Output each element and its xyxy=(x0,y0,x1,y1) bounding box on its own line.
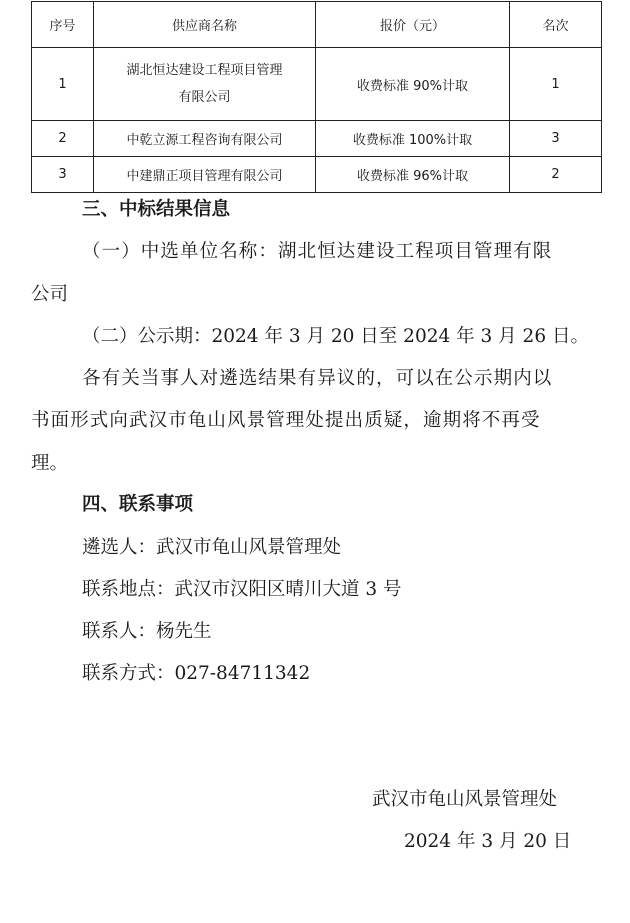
header-rank: 名次 xyxy=(510,2,602,48)
row-supplier: 中乾立源工程咨询有限公司 xyxy=(94,121,316,157)
contact-phone: 联系方式：027-84711342 xyxy=(82,663,311,684)
section4-heading: 四、联系事项 xyxy=(82,494,194,515)
row-rank: 3 xyxy=(510,121,602,157)
row-supplier xyxy=(94,48,316,121)
supplier-line1: 湖北恒达建设工程项目管理 xyxy=(126,63,283,78)
row-no: 1 xyxy=(32,48,94,121)
row-no: 3 xyxy=(32,157,94,193)
signature-date: 2024 年 3 月 20 日 xyxy=(404,831,572,852)
header-quote: 报价（元） xyxy=(316,2,510,48)
header-supplier: 供应商名称 xyxy=(94,2,316,48)
results-table xyxy=(31,1,602,193)
signature-org: 武汉市龟山风景管理处 xyxy=(372,789,558,810)
table-row xyxy=(32,121,602,157)
row-quote: 收费标准 96%计取 xyxy=(316,157,510,193)
contact-address: 联系地点：武汉市汉阳区晴川大道 3 号 xyxy=(82,579,402,600)
objection-line2: 书面形式向武汉市龟山风景管理处提出质疑，逾期将不再受 xyxy=(31,410,541,431)
row-quote: 收费标准 90%计取 xyxy=(316,48,510,121)
objection-line3: 理。 xyxy=(31,453,69,474)
header-no: 序号 xyxy=(32,2,94,48)
supplier-line2: 有限公司 xyxy=(178,90,231,105)
selected-unit-line2: 公司 xyxy=(31,284,69,305)
row-rank: 2 xyxy=(510,157,602,193)
table-row xyxy=(32,157,602,193)
row-no: 2 xyxy=(32,121,94,157)
contact-person: 联系人：杨先生 xyxy=(82,621,212,642)
selected-unit-line1: （一）中选单位名称：湖北恒达建设工程项目管理有限 xyxy=(82,241,553,262)
objection-line1: 各有关当事人对遴选结果有异议的，可以在公示期内以 xyxy=(82,368,553,389)
publicity-period: （二）公示期：2024 年 3 月 20 日至 2024 年 3 月 26 日。 xyxy=(82,326,589,347)
row-supplier: 中建鼎正项目管理有限公司 xyxy=(94,157,316,193)
row-quote: 收费标准 100%计取 xyxy=(316,121,510,157)
table-header-row xyxy=(32,2,602,48)
section3-heading: 三、中标结果信息 xyxy=(82,199,231,220)
selector: 遴选人：武汉市龟山风景管理处 xyxy=(82,537,342,558)
row-rank: 1 xyxy=(510,48,602,121)
table-row xyxy=(32,48,602,121)
